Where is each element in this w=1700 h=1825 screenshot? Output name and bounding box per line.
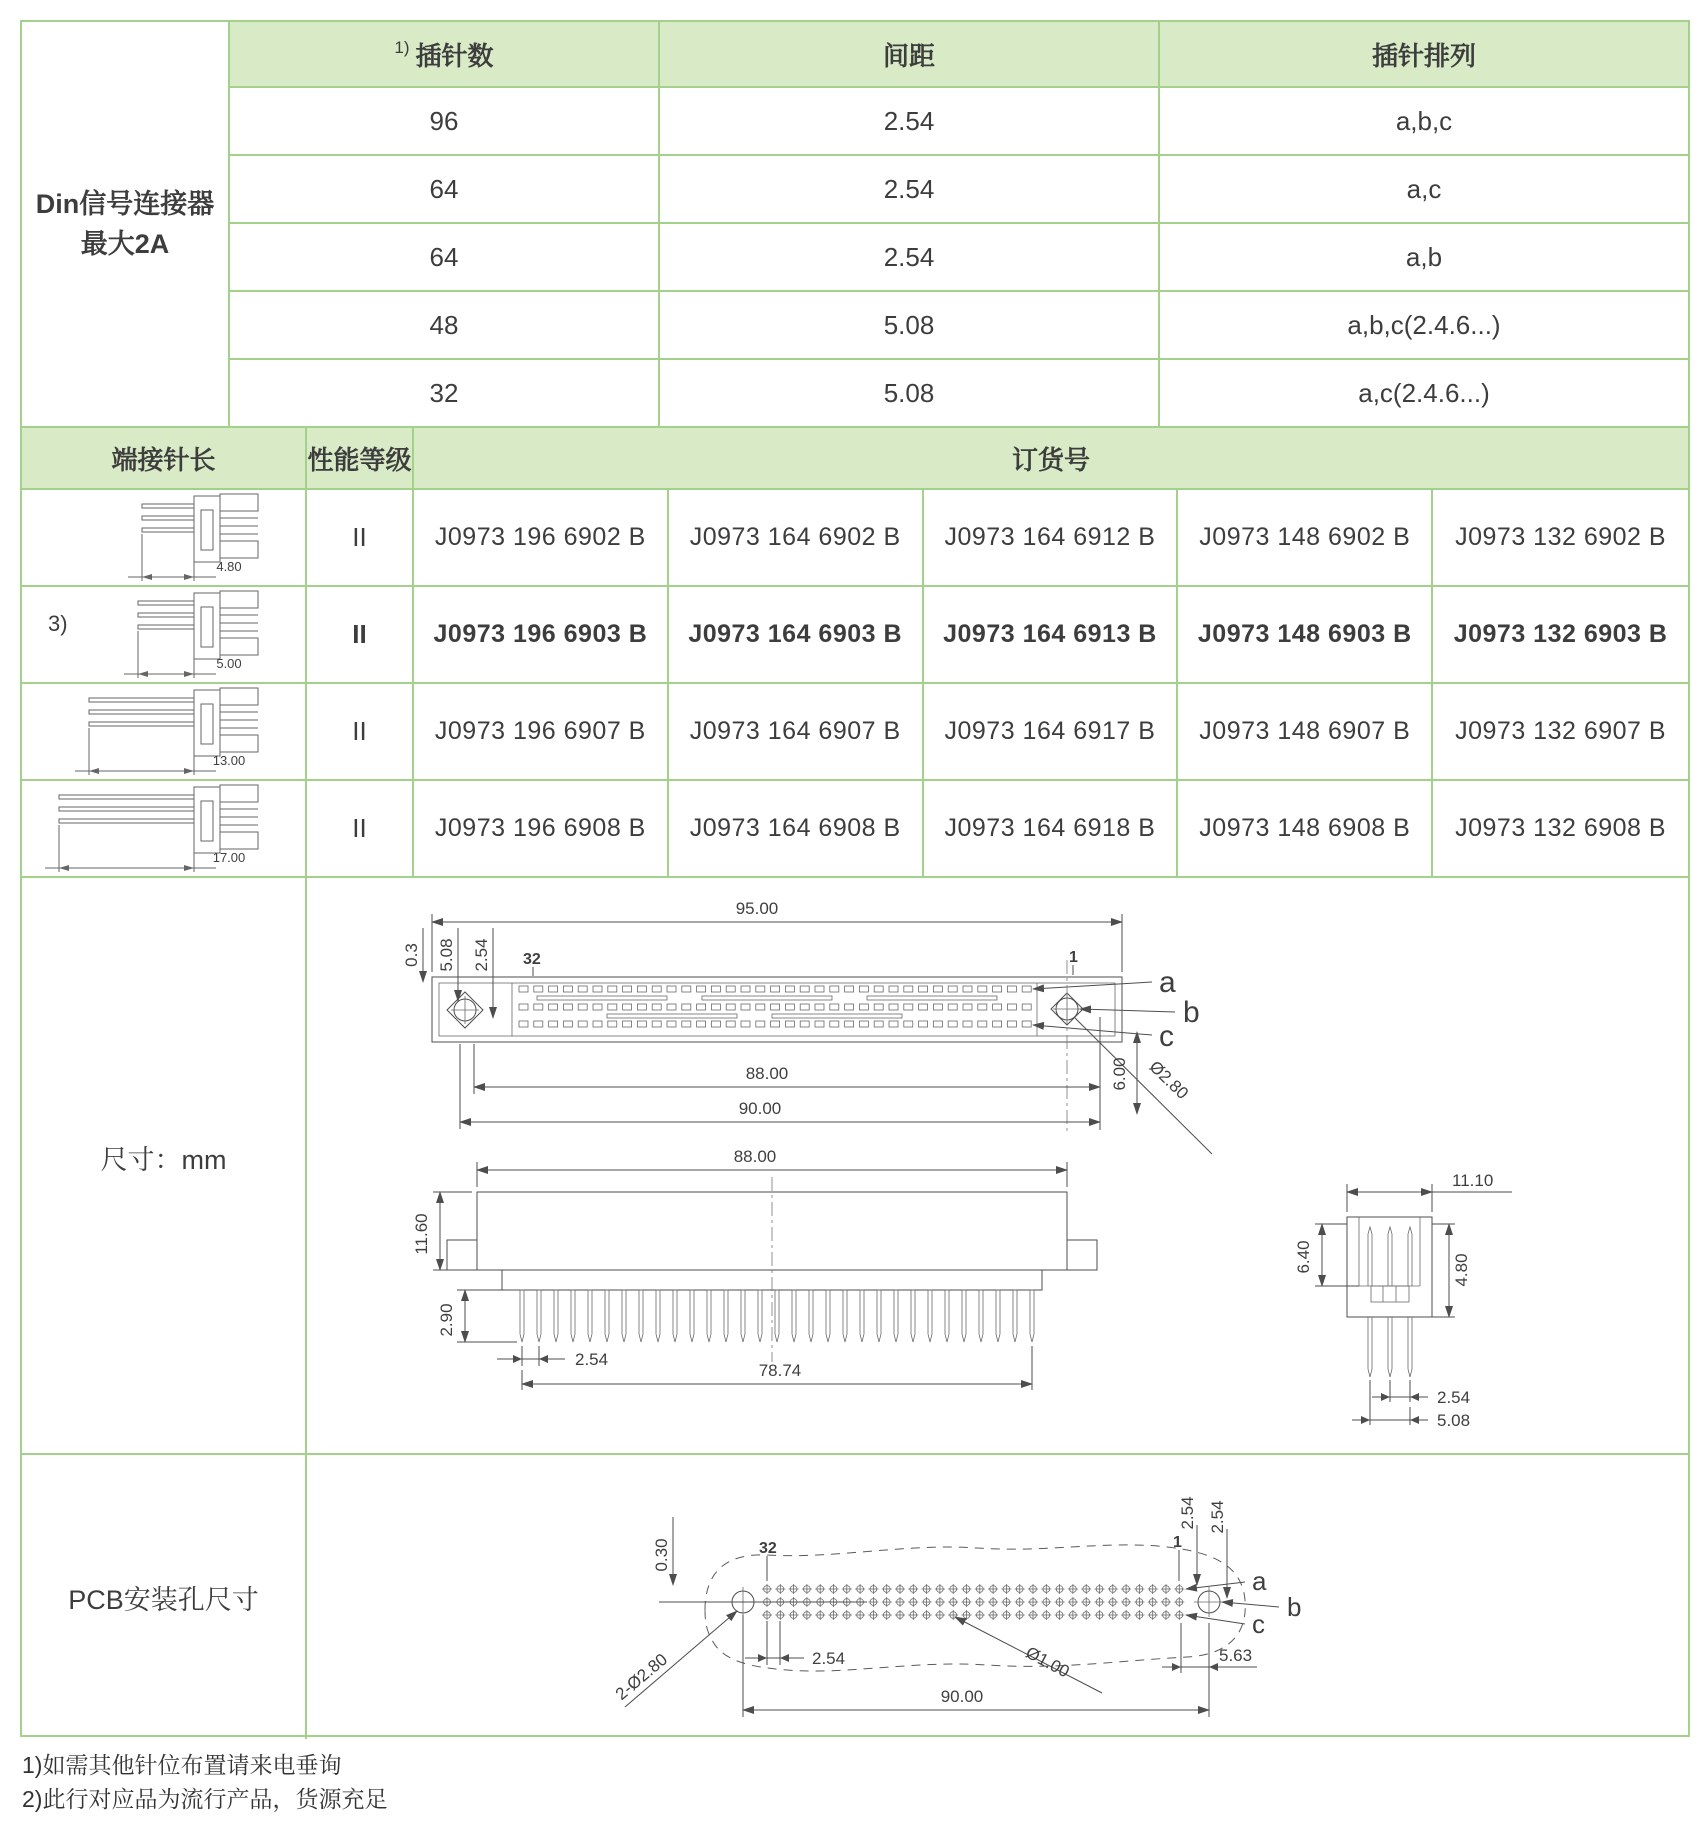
pin-length-dim: 4.80 [215,559,242,574]
dim-pin-length: 2.90 [437,1303,456,1337]
spec-arr-2: a,b [1160,224,1688,292]
order-number: J0973 148 6908 B [1178,781,1433,878]
spec-pitch-2: 2.54 [660,224,1160,292]
spec-table [22,22,1688,428]
dim-cavity-depth: 6.40 [1294,1240,1313,1274]
col-header-order-no: 订货号 [414,428,1688,490]
spec-pins-3: 48 [230,292,660,360]
pin-length-cell [22,490,307,587]
footnote-2: 2)此行对应品为流行产品，货源充足 [22,1786,388,1812]
dim-hole-dia: Ø2.80 [1145,1057,1193,1103]
spec-pitch-3: 5.08 [660,292,1160,360]
pcb-label: PCB安装孔尺寸 [22,1455,307,1739]
spec-pitch-1: 2.54 [660,156,1160,224]
dim-body-width: 88.00 [745,1064,789,1083]
dim-hole-dia: Ø1.00 [1022,1642,1073,1682]
connector-dimension-svg [307,862,1692,1455]
dim-pcb-offset: 0.30 [652,1538,671,1572]
datasheet-table [20,20,1690,1737]
pcb-hole-pattern [612,1496,1302,1717]
col-header-pitch-label: 间距 [882,40,935,71]
pcb-section [22,1455,1688,1739]
col-header-pins [230,22,660,88]
pcb-row-c: c [1252,1609,1265,1639]
spec-pins-4: 32 [230,360,660,428]
dim-pcb-end: 5.63 [1219,1646,1253,1665]
order-number: J0973 132 6902 B [1433,490,1688,587]
grade-cell: II [307,684,414,781]
order-number: J0973 132 6903 B [1433,587,1688,684]
col-header-pin-length: 端接针长 [22,428,307,490]
pin-number-1: 1 [1069,949,1078,966]
pin-length-cell [22,684,307,781]
solder-pins [520,1290,1034,1342]
connector-front-view [412,1147,1097,1390]
spec-arr-4: a,c(2.4.6...) [1160,360,1688,428]
dimensions-label: 尺寸：mm [22,862,307,1453]
pin-number-32: 32 [523,951,541,968]
dim-side-row-span: 5.08 [1437,1411,1471,1430]
order-number: J0973 196 6908 B [414,781,669,878]
order-number: J0973 164 6913 B [924,587,1179,684]
order-number: J0973 164 6908 B [669,781,924,878]
col-header-pins-label: 插针数 [415,40,494,71]
order-number: J0973 164 6912 B [924,490,1179,587]
spec-pitch-4: 5.08 [660,360,1160,428]
pin-length-drawing [44,587,284,682]
order-number: J0973 196 6903 B [414,587,669,684]
pin-length-dim: 5.00 [215,656,242,671]
order-table [22,428,1688,865]
dim-right-a: 2.54 [1178,1496,1197,1530]
order-number: J0973 148 6903 B [1178,587,1433,684]
dimension-drawings [307,862,1688,1453]
dim-total-width: 95.00 [735,899,779,918]
spec-arr-3: a,b,c(2.4.6...) [1160,292,1688,360]
spec-pins-1: 64 [230,156,660,224]
pcb-pin-1: 1 [1173,1534,1182,1551]
order-number: J0973 196 6902 B [414,490,669,587]
grade-cell: II [307,490,414,587]
product-label-line1: Din信号连接器 [35,188,215,219]
product-label [22,22,230,428]
pcb-mount-hole-right [1194,1587,1224,1617]
order-number: J0973 132 6907 B [1433,684,1688,781]
dim-pcb-pitch: 2.54 [812,1649,846,1668]
pcb-hole-svg [307,1455,1692,1739]
dim-side-pin: 4.80 [1452,1253,1471,1287]
order-number: J0973 164 6903 B [669,587,924,684]
dim-side-width: 11.10 [1452,1171,1494,1190]
spec-arr-1: a,c [1160,156,1688,224]
pin-length-drawing [44,490,284,585]
pin-length-drawing [44,684,284,779]
mounting-hole-left [447,992,483,1028]
dim-side-pitch: 2.54 [1437,1388,1471,1407]
order-number: J0973 148 6907 B [1178,684,1433,781]
dim-pin-span: 78.74 [758,1361,802,1380]
dim-mount-holes: 2-Ø2.80 [611,1649,672,1704]
order-number: J0973 148 6902 B [1178,490,1433,587]
dim-row-a: 5.08 [437,938,456,972]
row-label-a: a [1159,966,1176,999]
dim-pcb-span: 90.00 [940,1687,984,1706]
dimensions-section [22,862,1688,1455]
footnotes [22,1748,387,1816]
dim-row-b: 2.54 [472,938,491,972]
pcb-drawing [307,1455,1688,1739]
pin-length-dim: 17.00 [212,850,245,865]
col-header-pitch [660,22,1160,88]
order-number: J0973 132 6908 B [1433,781,1688,878]
grade-cell: II [307,781,414,878]
order-number: J0973 164 6917 B [924,684,1179,781]
dim-front-body: 88.00 [733,1147,777,1166]
row-label-c: c [1159,1020,1174,1053]
connector-top-view [402,899,1212,1154]
pcb-pin-32: 32 [759,1540,777,1557]
spec-arr-0: a,b,c [1160,88,1688,156]
footnote-1: 1)如需其他针位布置请来电垂询 [22,1752,342,1778]
connector-side-view [1294,1171,1512,1430]
order-number: J0973 196 6907 B [414,684,669,781]
product-label-line2: 最大2A [80,229,170,259]
dim-front-height: 11.60 [412,1213,431,1255]
col-header-grade: 性能等级 [307,428,414,490]
dim-pin-pitch: 2.54 [575,1350,609,1369]
polarize-slots [537,996,997,1018]
dim-edge: 0.3 [402,943,421,967]
spec-pitch-0: 2.54 [660,88,1160,156]
col-header-arrangement-label: 插针排列 [1371,40,1476,71]
pcb-row-a: a [1252,1566,1267,1596]
spec-pins-2: 64 [230,224,660,292]
dim-hole-span: 90.00 [738,1099,782,1118]
order-number: J0973 164 6918 B [924,781,1179,878]
footnote-ref-1: 1) [394,38,410,57]
row-label-b: b [1183,996,1200,1029]
pcb-row-b: b [1287,1592,1302,1622]
order-number: J0973 164 6902 B [669,490,924,587]
dim-hole-offset: 6.00 [1110,1057,1129,1091]
order-number: J0973 164 6907 B [669,684,924,781]
pin-length-cell [22,587,307,684]
grade-cell: II [307,587,414,684]
pin-contact-rows [519,986,1031,1027]
spec-pins-0: 96 [230,88,660,156]
dim-right-b: 2.54 [1208,1500,1227,1534]
pin-length-dim: 13.00 [212,753,245,768]
col-header-arrangement [1160,22,1688,88]
footnote-ref-3: 3) [48,611,68,636]
